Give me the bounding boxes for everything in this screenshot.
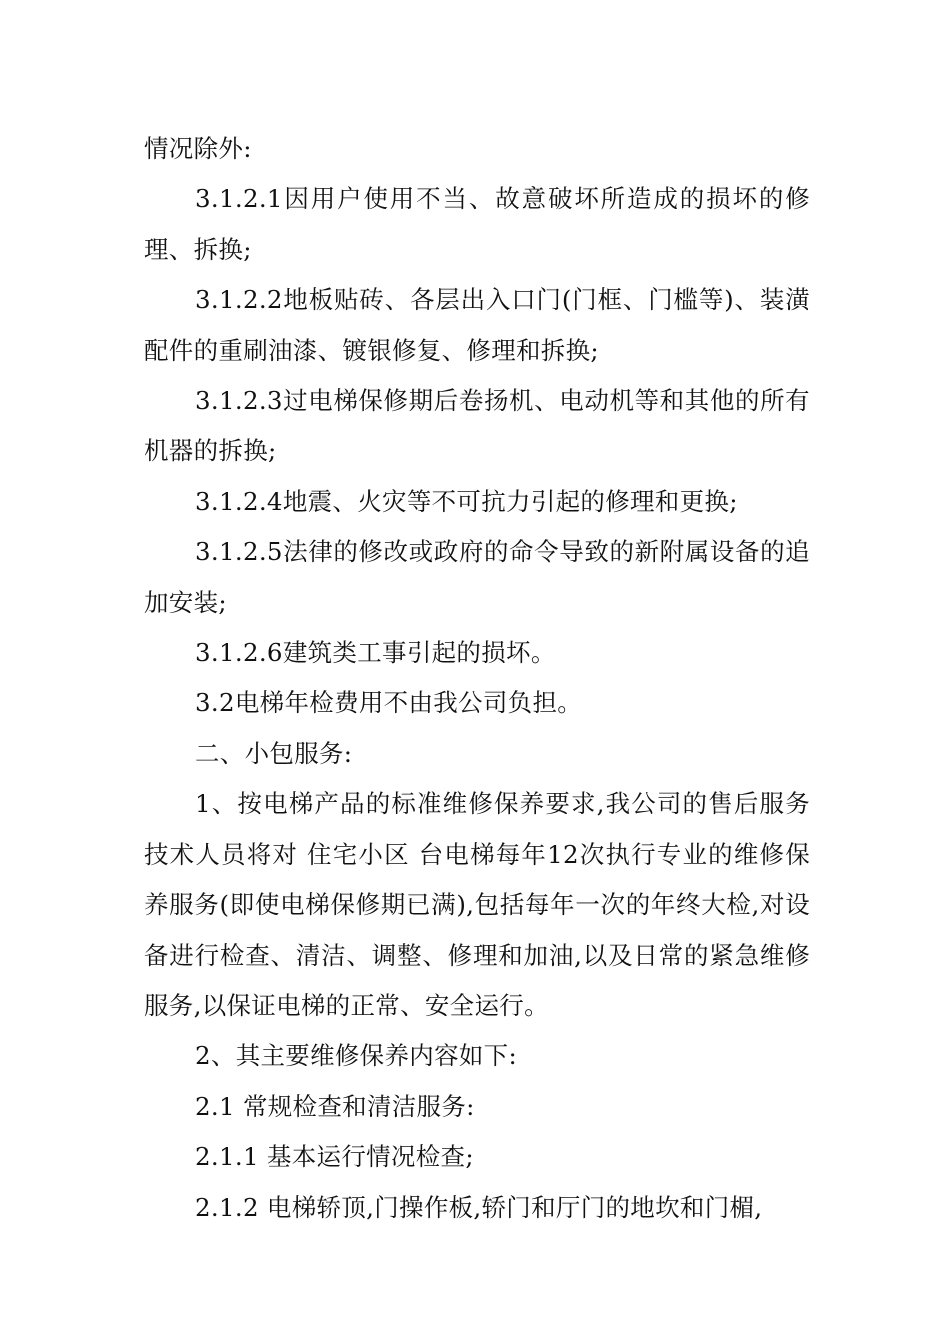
- paragraph-3-1-2-4: 3.1.2.4地震、火灾等不可抗力引起的修理和更换;: [195, 486, 738, 516]
- paragraph-item-1: 1、按电梯产品的标准维修保养要求,我公司的售后服务技术人员将对 住宅小区 台电梯每年12次执行专业的维修保养服务(即使电梯保修期已满),包括每年一次的年终大检,对设备进行检查、清洁、调整、修理和加油,以及日常的紧急维修服务,以保证电梯的正常、安全运行。: [144, 789, 810, 1020]
- paragraph-3-1-2-5: 3.1.2.5法律的修改或政府的命令导致的新附属设备的追加安装;: [144, 537, 810, 617]
- paragraph-3-1-2-6: 3.1.2.6建筑类工事引起的损坏。: [195, 638, 556, 668]
- paragraph-item-2: 2、其主要维修保养内容如下:: [195, 1041, 518, 1071]
- paragraph-2-1-2: 2.1.2 电梯轿顶,门操作板,轿门和厅门的地坎和门楣,: [195, 1192, 763, 1222]
- section-heading-small-package-service: 二、小包服务:: [195, 738, 353, 768]
- paragraph-3-1-2-1: 3.1.2.1因用户使用不当、故意破坏所造成的损坏的修理、拆换;: [144, 184, 810, 264]
- paragraph-2-1: 2.1 常规检查和清洁服务:: [195, 1091, 475, 1121]
- paragraph-continuation: 情况除外:: [144, 134, 252, 163]
- paragraph-3-2: 3.2电梯年检费用不由我公司负担。: [195, 688, 583, 718]
- paragraph-2-1-1: 2.1.1 基本运行情况检查;: [195, 1142, 474, 1172]
- paragraph-3-1-2-2: 3.1.2.2地板贴砖、各层出入口门(门框、门槛等)、装潢配件的重刷油漆、镀银修复、修理和拆换;: [144, 285, 810, 365]
- paragraph-3-1-2-3: 3.1.2.3过电梯保修期后卷扬机、电动机等和其他的所有机器的拆换;: [144, 386, 810, 466]
- document-body: [144, 124, 810, 1233]
